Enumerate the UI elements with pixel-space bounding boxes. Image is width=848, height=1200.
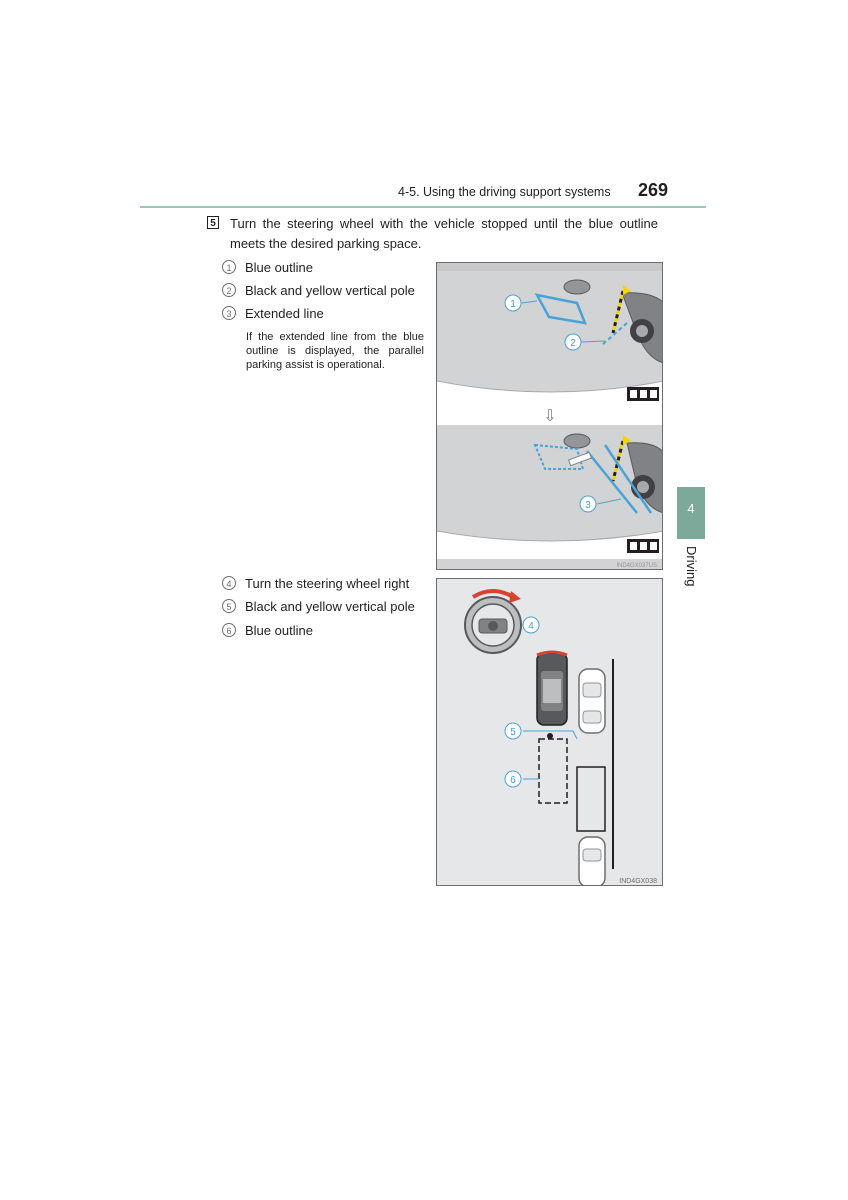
header-divider [140,206,706,208]
legend-item [222,576,409,591]
legend-note: If the extended line from the blue outline is displayed, the parallel parking assist is operational. [246,331,424,371]
legend-label: Black and yellow vertical pole [245,599,415,614]
legend-item [222,623,313,638]
chapter-label: Driving [684,546,699,587]
callout-number: 2 [222,283,236,297]
legend-label: Blue outline [245,260,313,275]
down-arrow-icon: ⇩ [543,406,557,425]
screen-before [437,263,663,405]
callout-number: 1 [222,260,236,274]
callout-number: 6 [222,623,236,637]
parked-car-icon [579,837,605,886]
callout-1: 1 [510,299,516,310]
legend-label: Turn the steering wheel right [245,576,410,591]
camera-screen-illustration [437,263,663,570]
turn-arrow-icon [509,591,521,603]
legend-label: Extended line [245,306,324,321]
parked-car-icon [579,669,605,733]
legend-item [222,599,415,614]
camera-screen-figure [436,262,663,570]
callout-number: 3 [222,306,236,320]
figure-code: IND4GX038 [619,878,657,885]
running-header-section: 4-5. Using the driving support systems [398,185,611,199]
legend-label: Black and yellow vertical pole [245,283,415,298]
screen-after [437,425,663,570]
callout-5: 5 [510,727,516,738]
legend-label: Blue outline [245,623,313,638]
step-instruction: Turn the steering wheel with the vehicle stopped until the blue outline meets the desired parking space. [230,216,658,251]
callout-2: 2 [570,338,576,349]
callout-6: 6 [510,775,516,786]
figure-code: IND4GX037US [616,563,657,569]
legend-item [222,260,313,275]
steering-wheel-icon [465,597,521,653]
page-number: 269 [638,180,669,200]
parking-diagram-illustration [437,579,663,886]
callout-4: 4 [528,621,534,632]
vehicle-top-view-icon [537,652,567,725]
legend-item [222,306,324,321]
step-number-box: 5 [207,216,219,229]
legend-item [222,283,415,298]
callout-number: 4 [222,576,236,590]
parking-diagram-figure [436,578,663,886]
callout-number: 5 [222,599,236,613]
chapter-tab: 4 [677,487,705,539]
callout-3: 3 [585,500,591,511]
